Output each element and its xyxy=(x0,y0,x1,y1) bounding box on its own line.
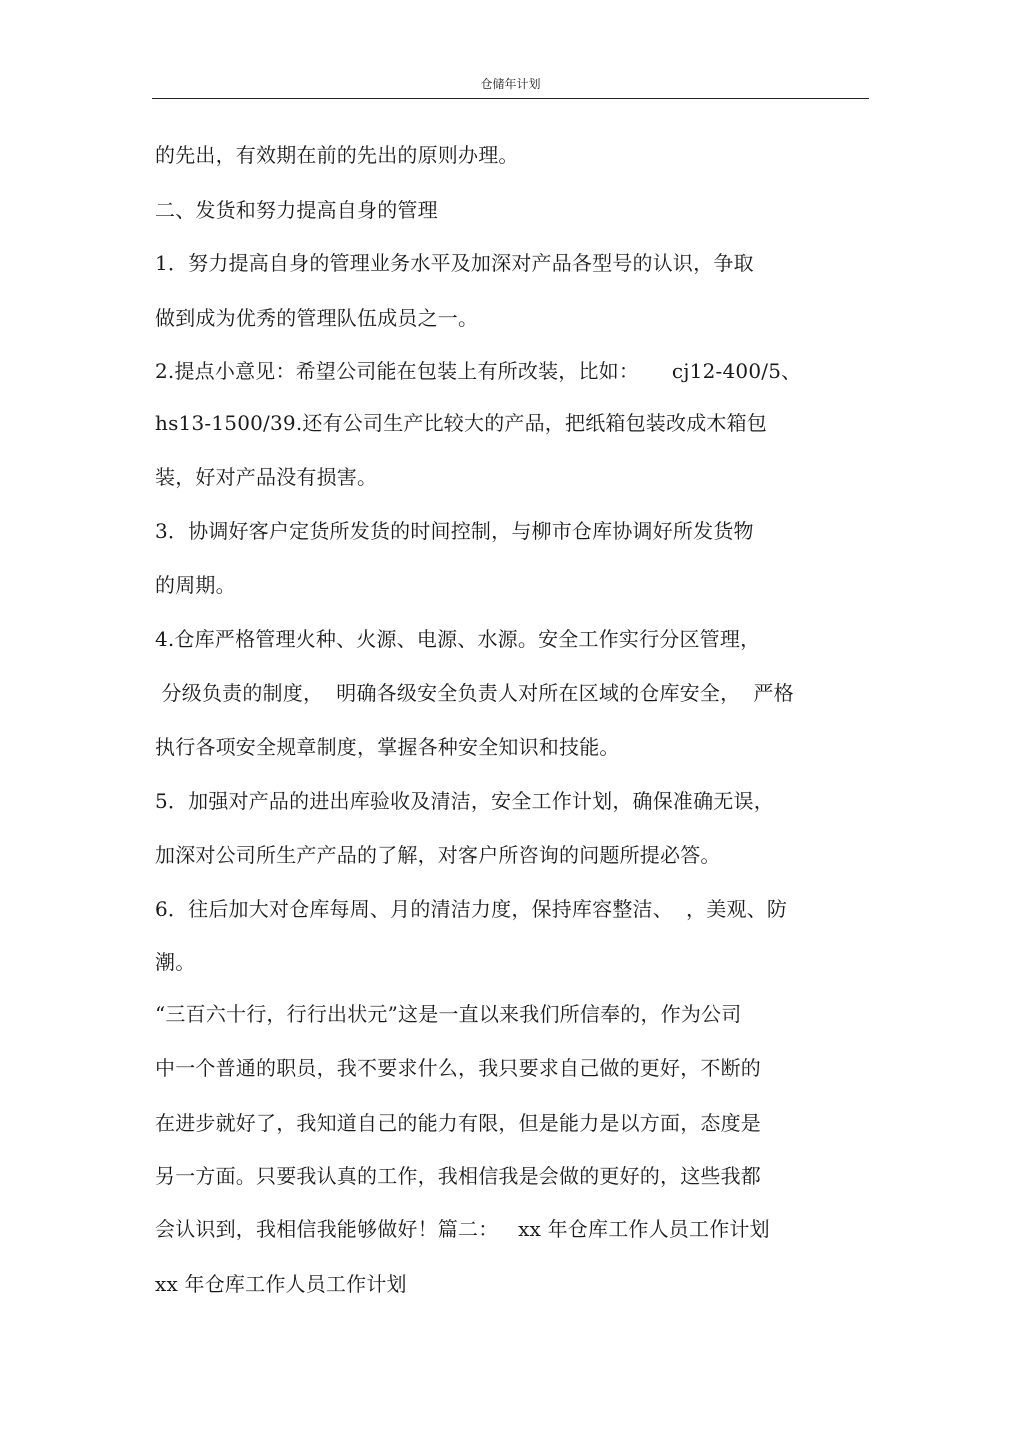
section-heading: 二、发货和努力提高自身的管理 xyxy=(155,198,438,222)
body-line: 3．协调好客户定货所发货的时间控制，与柳市仓库协调好所发货物 xyxy=(155,519,754,543)
body-line: 1．努力提高自身的管理业务水平及加深对产品各型号的认识，争取 xyxy=(155,251,754,275)
body-line: 2.提点小意见：希望公司能在包装上有所改装，比如： cj12-400/5、 xyxy=(155,359,802,383)
page-header-title: 仓储年计划 xyxy=(480,77,541,91)
body-line: 装，好对产品没有损害。 xyxy=(155,465,378,489)
body-line: “三百六十行，行行出状元”这是一直以来我们所信奉的，作为公司 xyxy=(155,1002,742,1026)
header-divider xyxy=(152,98,869,99)
body-line: 会认识到，我相信我能够做好！篇二： xx 年仓库工作人员工作计划 xyxy=(155,1217,770,1241)
body-line: 6．往后加大对仓库每周、月的清洁力度，保持库容整洁、 ，美观、防 xyxy=(155,897,788,921)
body-line: 做到成为优秀的管理队伍成员之一。 xyxy=(155,306,479,330)
body-line: 中一个普通的职员，我不要求什么，我只要求自己做的更好，不断的 xyxy=(155,1056,761,1080)
body-line: 潮。 xyxy=(155,950,196,974)
body-line: 另一方面。只要我认真的工作，我相信我是会做的更好的，这些我都 xyxy=(155,1164,761,1188)
document-title-line: xx 年仓库工作人员工作计划 xyxy=(155,1272,407,1296)
body-line: 加深对公司所生产产品的了解，对客户所咨询的问题所提必答。 xyxy=(155,843,721,867)
body-line: 5．加强对产品的进出库验收及清洁，安全工作计划，确保准确无误， xyxy=(155,789,774,813)
body-line: 分级负责的制度， 明确各级安全负责人对所在区域的仓库安全， 严格 xyxy=(155,681,794,705)
body-line: 的先出，有效期在前的先出的原则办理。 xyxy=(155,143,519,167)
body-line: 4.仓库严格管理火种、火源、电源、水源。安全工作实行分区管理， xyxy=(155,627,761,651)
body-line: 在进步就好了，我知道自己的能力有限，但是能力是以方面，态度是 xyxy=(155,1111,761,1135)
body-line: hs13-1500/39.还有公司生产比较大的产品，把纸箱包装改成木箱包 xyxy=(155,411,767,435)
body-line: 执行各项安全规章制度，掌握各种安全知识和技能。 xyxy=(155,735,620,759)
body-line: 的周期。 xyxy=(155,573,236,597)
